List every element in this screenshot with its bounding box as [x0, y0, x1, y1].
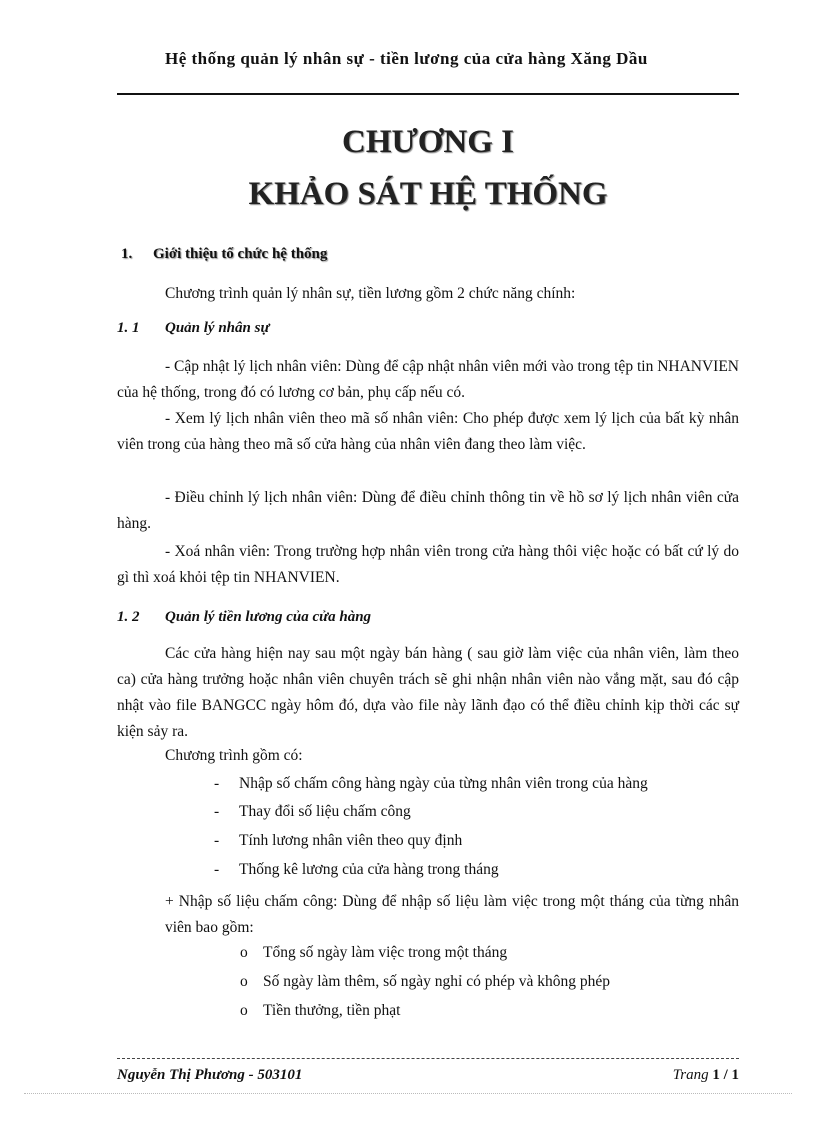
subsection-number: 1. 2 — [117, 609, 140, 625]
program-intro: Chương trình gồm có: — [165, 747, 303, 764]
circle-bullet-icon: o — [240, 944, 248, 961]
dash-bullet-icon: - — [214, 775, 220, 792]
list-item: o Số ngày làm thêm, số ngày nghỉ có phép và không phép — [240, 973, 610, 990]
subsection-number: 1. 1 — [117, 320, 140, 336]
list-item: - Thay đổi số liệu chấm công — [214, 803, 411, 820]
list-item: o Tổng số ngày làm việc trong một tháng — [240, 944, 508, 961]
footer-rule — [117, 1058, 739, 1059]
dash-bullet-icon: - — [214, 861, 220, 878]
dash-bullet-icon: - — [214, 803, 220, 820]
section-number: 1. — [121, 246, 133, 262]
list-item: - Tính lương nhân viên theo quy định — [214, 832, 463, 849]
section-title: Giới thiệu tổ chức hệ thống — [153, 246, 328, 262]
list-item: - Thống kê lương của cửa hàng trong tháng — [214, 861, 499, 878]
footer-author: Nguyễn Thị Phương - 503101 — [117, 1067, 303, 1083]
circle-bullet-icon: o — [240, 1002, 248, 1019]
footer-page — [673, 1067, 739, 1084]
section-intro: Chương trình quản lý nhân sự, tiền lương gồm 2 chức năng chính: — [165, 285, 576, 302]
page-bottom-border — [24, 1093, 792, 1094]
paragraph: - Cập nhật lý lịch nhân viên: Dùng để cập nhật nhân viên mới vào trong tệp tin NHANVIEN của hệ thống, trong đó có lương cơ bản, phụ cấp nếu có. — [117, 358, 739, 401]
header-rule — [117, 93, 739, 95]
subsection-heading — [117, 609, 371, 626]
page-label: Trang — [672, 1067, 709, 1083]
paragraph: - Điều chỉnh lý lịch nhân viên: Dùng để điều chỉnh thông tin về hồ sơ lý lịch nhân viên cửa hàng. — [117, 489, 739, 532]
page-number: 1 / 1 — [712, 1067, 739, 1083]
subsection-title: Quản lý nhân sự — [165, 320, 270, 336]
circle-bullet-icon: o — [240, 973, 248, 990]
input-paragraph: + Nhập số liệu chấm công: Dùng để nhập số liệu làm việc trong một tháng của từng nhân viên bao gồm: — [165, 893, 739, 936]
chapter-number: CHƯƠNG I — [341, 124, 515, 160]
paragraph: Các cửa hàng hiện nay sau một ngày bán hàng ( sau giờ làm việc của nhân viên, làm theo ca) cửa hàng trưởng hoặc nhân viên chuyên trách sẽ ghi nhận nhân viên nào vắng mặt, sau đó cập nhật vào file BANGCC ngày hôm đó, dựa vào file này lãnh đạo có thể điều chỉnh kịp thời các sự kiện sảy ra. — [117, 645, 739, 740]
subsection-title: Quản lý tiền lương của cửa hàng — [165, 609, 372, 625]
paragraph: - Xoá nhân viên: Trong trường hợp nhân viên trong cửa hàng thôi việc hoặc có bất cứ lý do gì thì xoá khỏi tệp tin NHANVIEN. — [117, 543, 739, 586]
header-title: Hệ thống quản lý nhân sự - tiền lương của cửa hàng Xăng Dầu — [165, 49, 648, 68]
dash-bullet-icon: - — [214, 832, 220, 849]
list-item: o Tiền thưởng, tiền phạt — [240, 1002, 401, 1019]
chapter-title: KHẢO SÁT HỆ THỐNG — [248, 176, 608, 212]
subsection-heading — [117, 320, 269, 337]
list-item: - Nhập số chấm công hàng ngày của từng nhân viên trong của hàng — [214, 775, 648, 792]
paragraph: - Xem lý lịch nhân viên theo mã số nhân viên: Cho phép được xem lý lịch của bất kỳ nhân viên trong của hàng theo mã số cửa hàng của nhân viên đang theo làm việc. — [117, 410, 739, 453]
section-heading — [121, 246, 327, 263]
